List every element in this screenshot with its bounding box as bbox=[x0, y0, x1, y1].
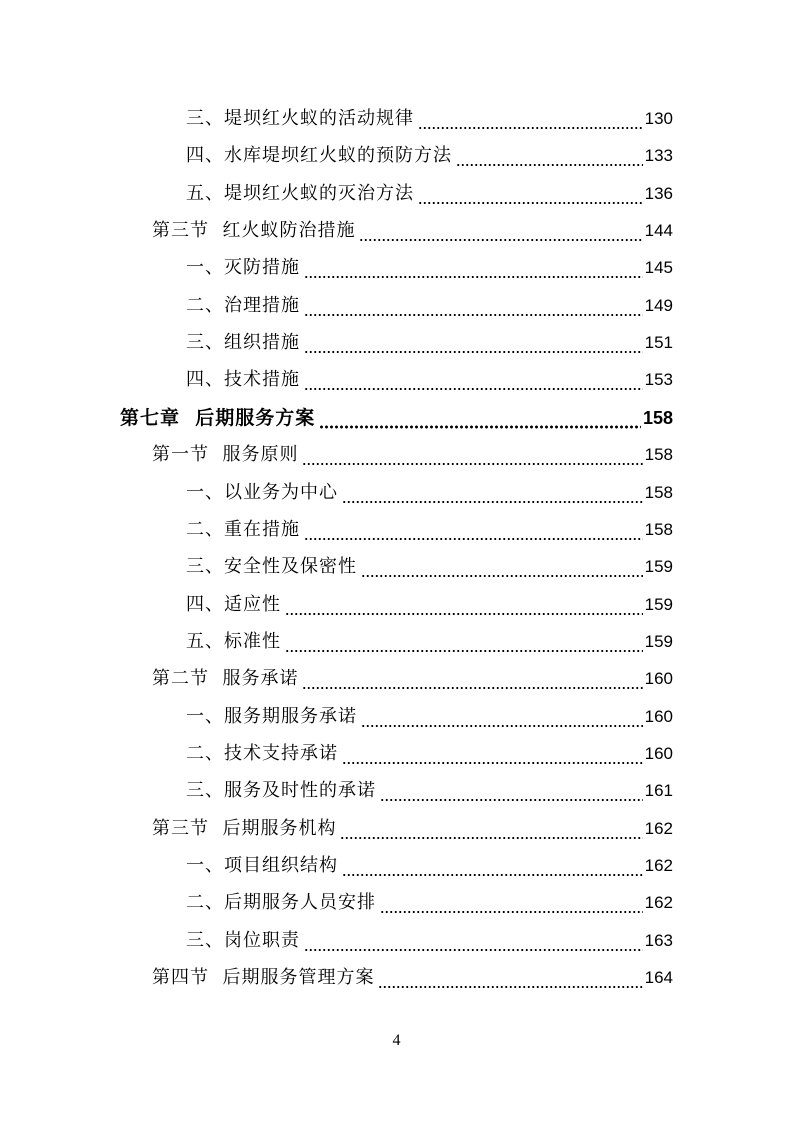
toc-dot-leader bbox=[418, 101, 643, 137]
toc-entry-page-number: 153 bbox=[644, 370, 673, 390]
toc-entry-title: 三、堤坝红火蚁的活动规律 bbox=[186, 108, 414, 129]
toc-entry-page-number: 144 bbox=[644, 221, 673, 241]
toc-entry-page-number: 164 bbox=[644, 968, 673, 988]
toc-entry[interactable] bbox=[152, 213, 673, 249]
toc-entry-title: 二、后期服务人员安排 bbox=[186, 892, 376, 914]
toc-entry-page-number: 162 bbox=[644, 818, 673, 838]
toc-entry-title: 五、标准性 bbox=[186, 630, 281, 652]
toc-dot-leader bbox=[304, 923, 643, 959]
toc-entry-title: 四、水库堤坝红火蚁的预防方法 bbox=[186, 145, 452, 167]
toc-entry[interactable] bbox=[186, 176, 673, 212]
toc-entry-page-number: 160 bbox=[644, 669, 673, 689]
toc-entry-title: 四、技术措施 bbox=[186, 369, 300, 391]
toc-entry-title: 二、治理措施 bbox=[186, 294, 300, 316]
toc-entry-title: 三、安全性及保密性 bbox=[186, 556, 357, 578]
toc-entry[interactable] bbox=[152, 661, 673, 697]
toc-entry-page-number: 159 bbox=[644, 594, 673, 614]
toc-dot-leader bbox=[342, 848, 643, 884]
toc-entry-page-number: 159 bbox=[644, 631, 673, 651]
toc-dot-leader bbox=[342, 736, 643, 772]
toc-dot-leader bbox=[304, 288, 643, 324]
toc-entry[interactable] bbox=[186, 138, 673, 174]
toc-dot-leader bbox=[304, 512, 643, 548]
toc-entry[interactable] bbox=[186, 624, 673, 660]
toc-dot-leader bbox=[302, 437, 642, 473]
toc-entry-title: 二、重在措施 bbox=[186, 518, 300, 540]
toc-entry[interactable] bbox=[152, 811, 673, 847]
toc-entry[interactable] bbox=[152, 960, 673, 996]
toc-entry-page-number: 160 bbox=[644, 743, 673, 763]
toc-dot-leader bbox=[418, 176, 643, 212]
toc-entry-title: 第一节 服务原则 bbox=[152, 444, 299, 466]
toc-entry[interactable] bbox=[186, 885, 673, 921]
toc-entry-page-number: 158 bbox=[642, 407, 673, 428]
toc-entry[interactable] bbox=[186, 848, 673, 884]
toc-entry-title: 四、适应性 bbox=[186, 593, 281, 615]
toc-entry-page-number: 158 bbox=[644, 482, 673, 502]
toc-entry[interactable] bbox=[186, 475, 673, 511]
toc-entry-page-number: 151 bbox=[644, 333, 673, 353]
toc-entry-page-number: 163 bbox=[644, 930, 673, 950]
toc-dot-leader bbox=[304, 250, 643, 286]
toc-entry[interactable] bbox=[186, 773, 673, 809]
toc-dot-leader bbox=[456, 138, 643, 174]
toc-dot-leader bbox=[378, 960, 642, 996]
toc-dot-leader bbox=[285, 587, 643, 623]
toc-entry-page-number: 145 bbox=[644, 258, 673, 278]
toc-entry-title: 三、组织措施 bbox=[186, 332, 300, 354]
toc-entry[interactable] bbox=[186, 549, 673, 585]
toc-entry-title: 三、服务及时性的承诺 bbox=[186, 780, 376, 802]
toc-dot-leader bbox=[380, 773, 643, 809]
toc-dot-leader bbox=[359, 213, 642, 249]
toc-entry-page-number: 159 bbox=[644, 557, 673, 577]
toc-entry[interactable] bbox=[186, 362, 673, 398]
toc-dot-leader bbox=[285, 624, 643, 660]
toc-dot-leader bbox=[340, 811, 642, 847]
toc-entry[interactable] bbox=[186, 587, 673, 623]
toc-entry[interactable] bbox=[186, 250, 673, 286]
toc-entry[interactable] bbox=[186, 325, 673, 361]
toc-entry[interactable] bbox=[186, 288, 673, 324]
toc-dot-leader bbox=[361, 699, 643, 735]
page-number: 4 bbox=[392, 1032, 401, 1049]
toc-entry-page-number: 133 bbox=[644, 146, 673, 166]
toc-entry-title: 三、岗位职责 bbox=[186, 929, 300, 951]
toc-entry-page-number: 149 bbox=[644, 295, 673, 315]
toc-entry[interactable] bbox=[186, 699, 673, 735]
toc-entry[interactable] bbox=[186, 101, 673, 137]
toc-entry[interactable] bbox=[152, 437, 673, 473]
toc-entry-page-number: 130 bbox=[644, 109, 673, 128]
toc-dot-leader bbox=[302, 661, 642, 697]
toc-entry-title: 一、项目组织结构 bbox=[186, 855, 338, 876]
toc-entry-title: 第二节 服务承诺 bbox=[152, 668, 299, 690]
toc-entry[interactable] bbox=[186, 923, 673, 959]
toc-entry-title: 第四节 后期服务管理方案 bbox=[152, 967, 375, 989]
toc-entry-title: 一、以业务为中心 bbox=[186, 481, 338, 503]
toc-entry-page-number: 162 bbox=[644, 856, 673, 875]
toc-entry-title: 二、技术支持承诺 bbox=[186, 742, 338, 764]
toc-entry-page-number: 158 bbox=[644, 445, 673, 465]
toc-dot-leader bbox=[361, 549, 643, 585]
toc-entry[interactable] bbox=[186, 512, 673, 548]
toc-dot-leader bbox=[342, 475, 643, 511]
toc-entry[interactable] bbox=[120, 400, 673, 436]
toc-entry-page-number: 158 bbox=[644, 519, 673, 539]
toc-dot-leader bbox=[304, 325, 643, 361]
toc-dot-leader bbox=[319, 400, 641, 436]
toc-entry-title: 第三节 红火蚁防治措施 bbox=[152, 220, 356, 242]
toc-entry-title: 第七章 后期服务方案 bbox=[120, 406, 316, 429]
toc-entry-page-number: 136 bbox=[644, 183, 673, 203]
toc-entry-page-number: 162 bbox=[644, 893, 673, 913]
toc-entry-page-number: 160 bbox=[644, 706, 673, 726]
toc-entry[interactable] bbox=[186, 736, 673, 772]
toc-entry-title: 一、灭防措施 bbox=[186, 257, 300, 279]
toc-entry-title: 第三节 后期服务机构 bbox=[152, 817, 337, 839]
toc-entry-page-number: 161 bbox=[644, 781, 673, 801]
toc-entry-title: 五、堤坝红火蚁的灭治方法 bbox=[186, 182, 414, 204]
toc-entry-title: 一、服务期服务承诺 bbox=[186, 705, 357, 727]
toc-dot-leader bbox=[304, 362, 643, 398]
toc-dot-leader bbox=[380, 885, 643, 921]
